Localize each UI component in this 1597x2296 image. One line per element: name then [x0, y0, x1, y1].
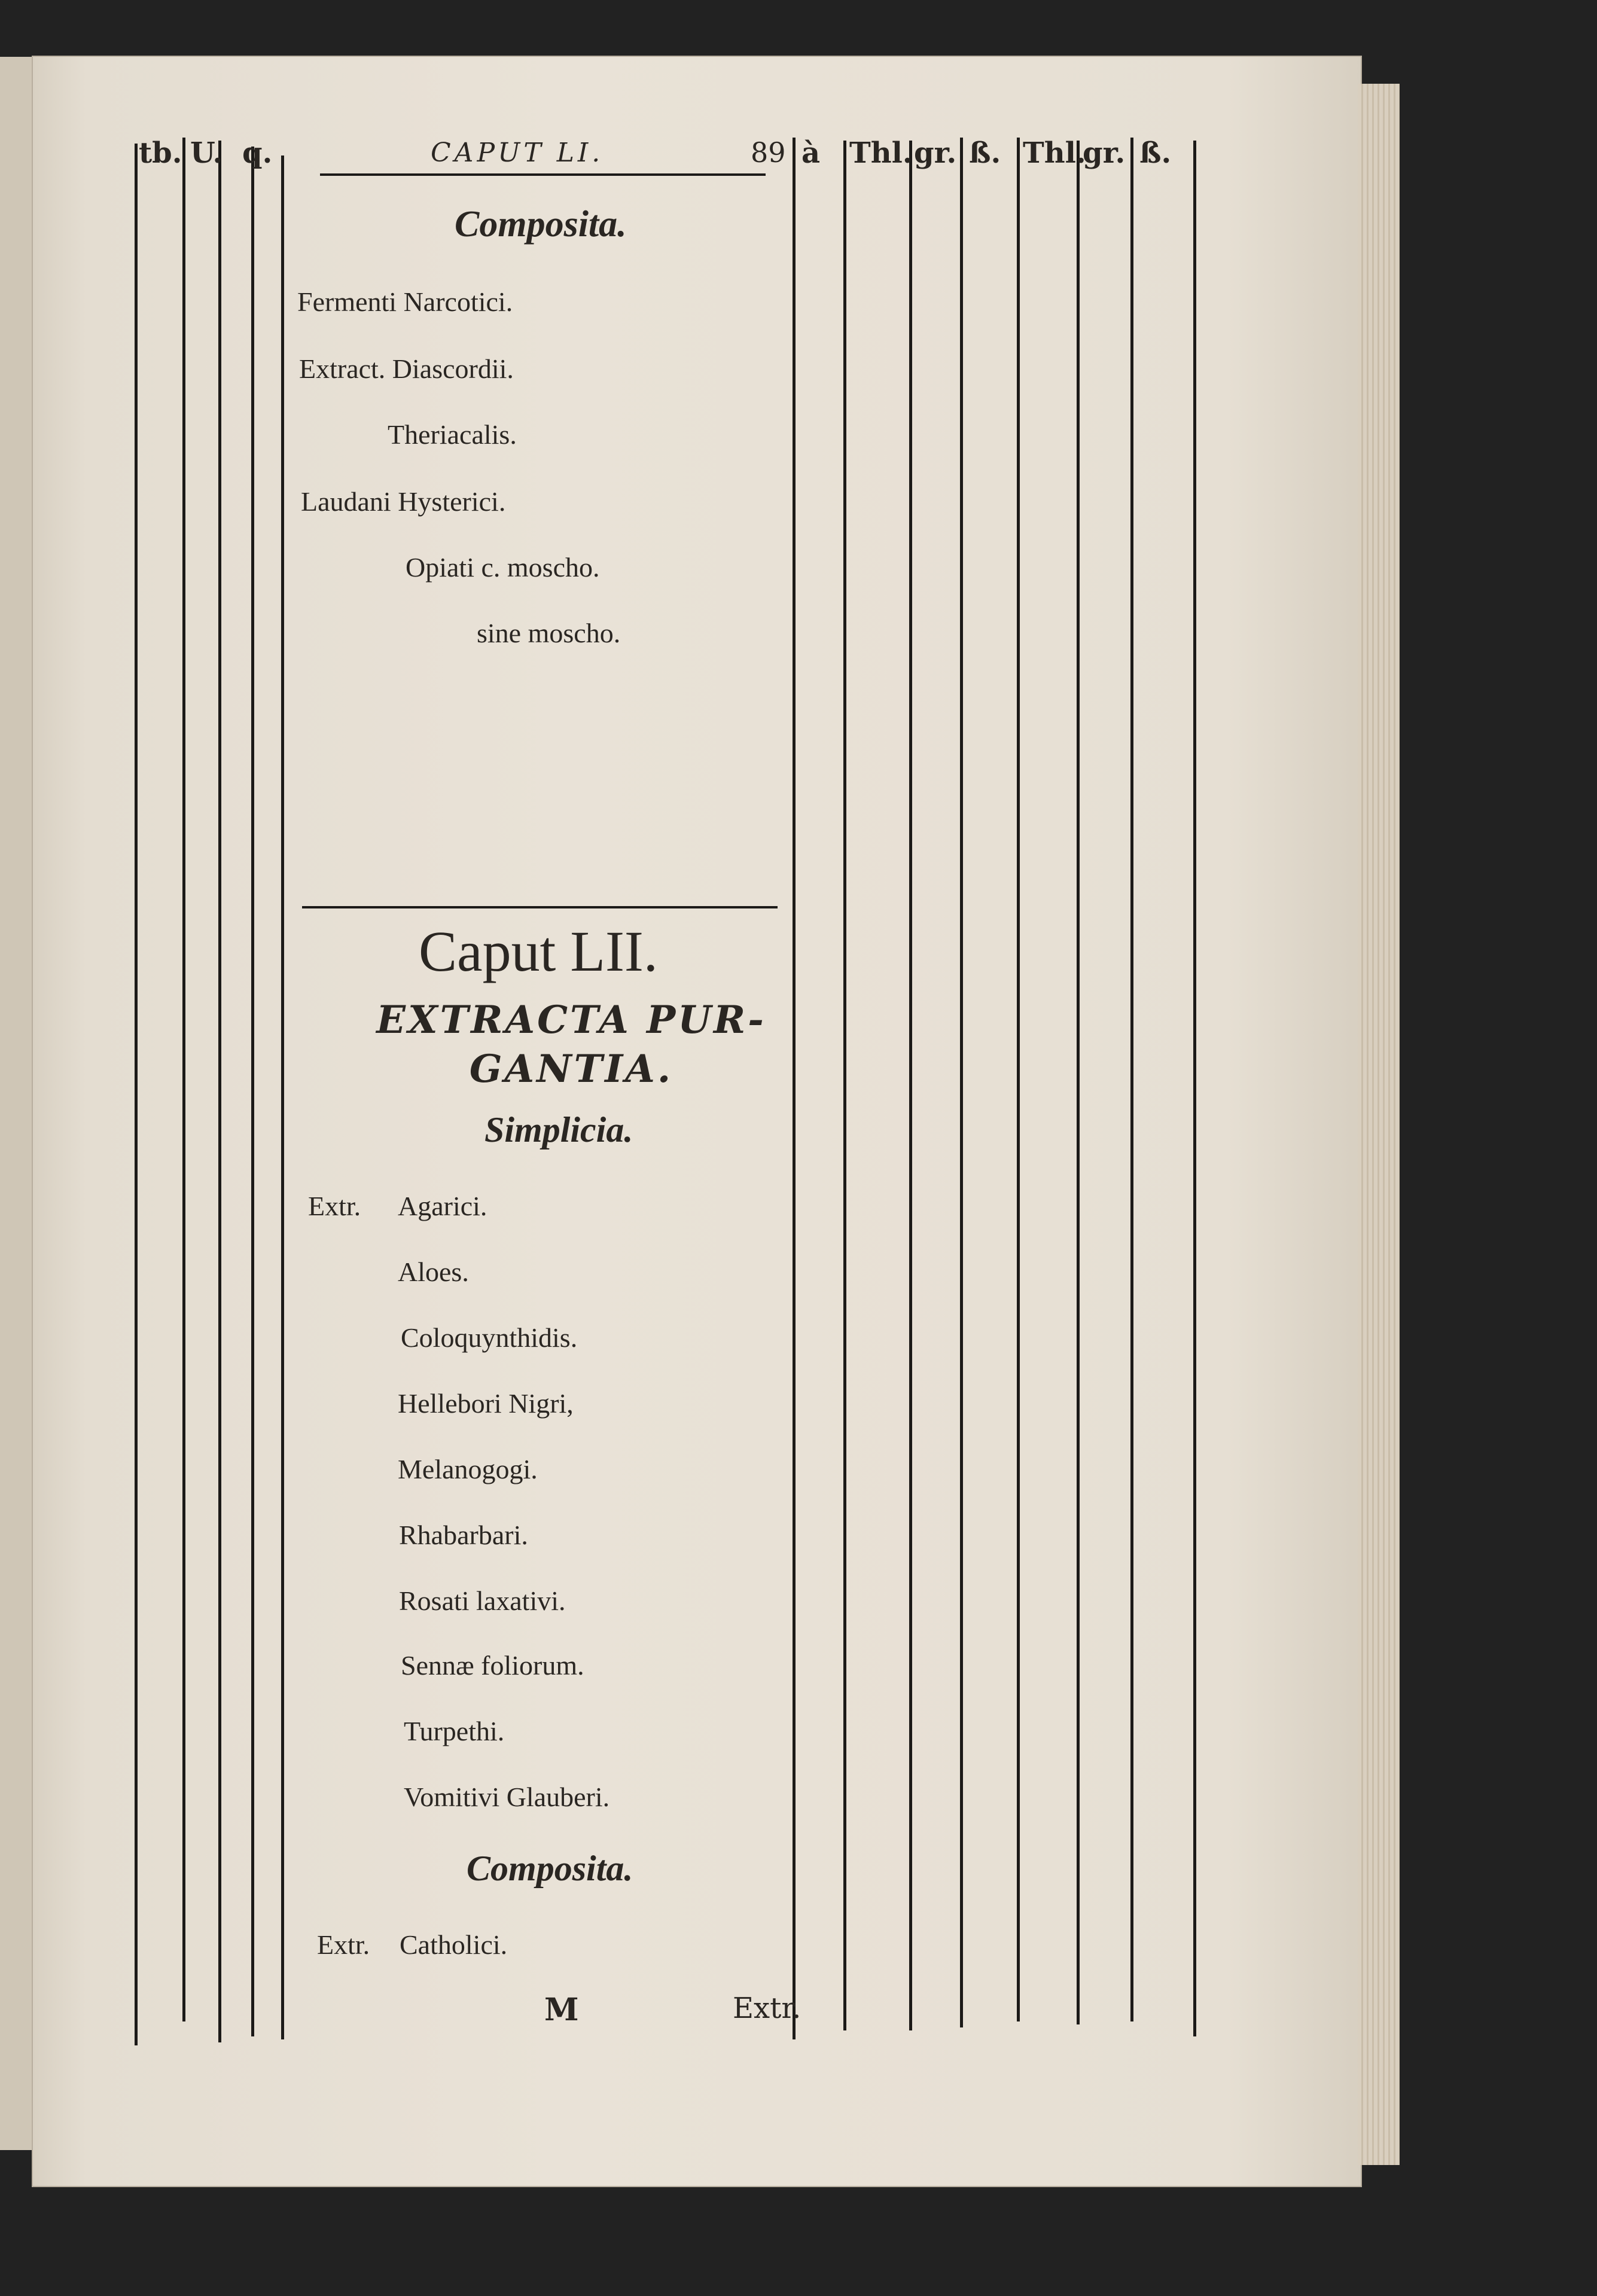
- simplicia-prefix: Extr.: [308, 1191, 361, 1221]
- composita-prefix: Extr.: [317, 1929, 370, 1960]
- column-rule: [182, 138, 185, 2021]
- page-number: 89: [751, 136, 786, 169]
- column-rule: [218, 141, 221, 2042]
- list-item: Rhabarbari.: [399, 1520, 528, 1550]
- column-rule: [281, 155, 284, 2039]
- list-item: sine moscho.: [477, 618, 621, 648]
- list-item: Laudani Hysterici.: [301, 486, 506, 517]
- column-rule: [251, 147, 254, 2036]
- running-title: CAPUT LI.: [431, 138, 604, 168]
- column-rule: [1077, 141, 1080, 2024]
- composita-heading-2: Composita.: [467, 1849, 633, 1888]
- section-divider: [302, 906, 778, 908]
- column-rule: [909, 141, 912, 2030]
- column-rule: [135, 144, 138, 2045]
- header-column-gr: gr.: [914, 136, 957, 170]
- composita-heading: Composita.: [455, 204, 627, 245]
- column-rule: [1130, 138, 1133, 2021]
- list-item: Extract. Diascordii.: [299, 353, 514, 384]
- column-rule: [1193, 141, 1196, 2036]
- list-item: Rosati laxativi.: [399, 1585, 566, 1616]
- list-item: Hellebori Nigri,: [398, 1388, 574, 1419]
- book-page: [33, 57, 1361, 2186]
- column-rule: [1017, 138, 1020, 2021]
- chapter-subtitle-line-2: GANTIA.: [469, 1047, 673, 1091]
- column-rule: [960, 138, 963, 2027]
- page-block-edges: [1358, 84, 1400, 2165]
- header-column-u: U.: [190, 136, 223, 170]
- list-item: Vomitivi Glauberi.: [404, 1782, 610, 1812]
- header-column-pf: ß.: [969, 136, 1001, 170]
- list-item: Catholici.: [400, 1929, 508, 1960]
- list-item: Opiati c. moscho.: [406, 552, 600, 583]
- header-column-thl-2: Thl.: [1023, 136, 1086, 170]
- chapter-subtitle: [356, 996, 787, 1094]
- list-item: Turpethi.: [404, 1716, 505, 1746]
- list-item: Melanogogi.: [398, 1454, 538, 1484]
- header-column-gr-2: gr.: [1083, 136, 1126, 170]
- simplicia-heading: Simplicia.: [484, 1110, 633, 1149]
- chapter-title: Caput LII.: [419, 919, 658, 983]
- header-column-tb: tb.: [139, 136, 182, 170]
- header-column-pf-2: ß.: [1139, 136, 1172, 170]
- header-rule: [320, 173, 766, 176]
- signature-mark: M: [544, 1992, 579, 2028]
- list-item: Aloes.: [398, 1257, 469, 1287]
- list-item: Coloquynthidis.: [401, 1322, 578, 1353]
- chapter-subtitle-line-1: EXTRACTA PUR-: [376, 998, 766, 1042]
- list-item: Agarici.: [398, 1191, 487, 1221]
- list-item: Theriacalis.: [388, 419, 517, 450]
- list-item: Sennæ foliorum.: [401, 1650, 584, 1681]
- column-rule: [793, 138, 796, 2039]
- header-column-a: à: [801, 136, 821, 170]
- header-column-q: q.: [242, 136, 273, 170]
- list-item: Fermenti Narcotici.: [297, 286, 513, 317]
- column-rule: [843, 141, 846, 2030]
- header-column-thl: Thl.: [849, 136, 913, 170]
- catchword: Extr.: [733, 1992, 801, 2025]
